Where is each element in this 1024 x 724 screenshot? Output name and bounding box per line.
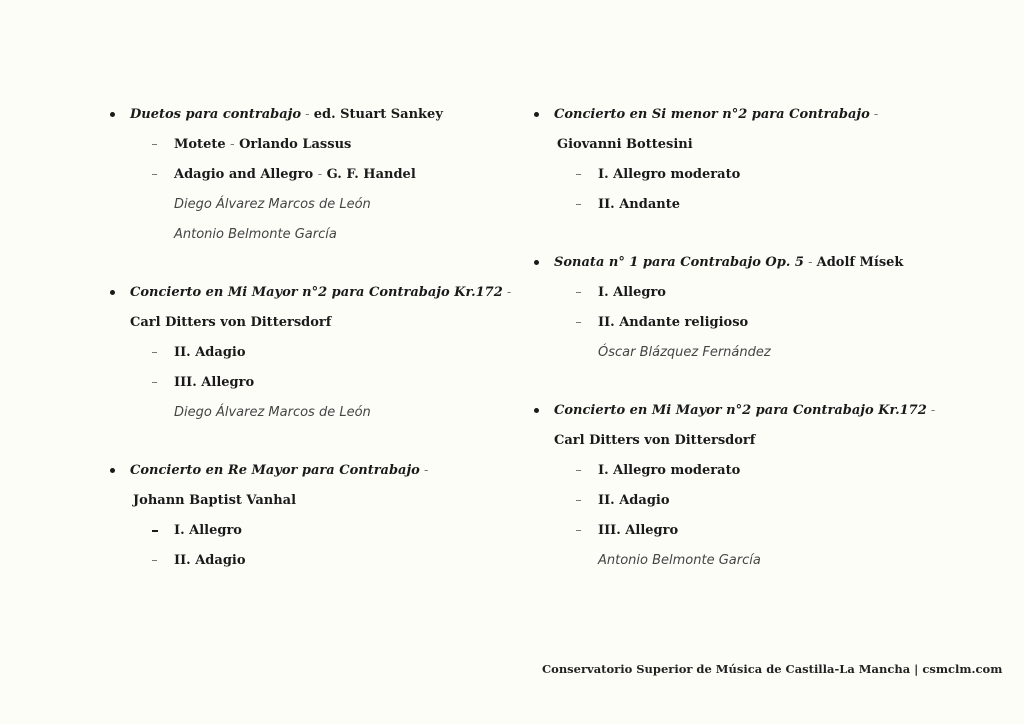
movement: [532, 308, 932, 338]
movement: [532, 160, 932, 190]
program-item: [532, 396, 936, 576]
bullet-icon: [110, 290, 115, 295]
right-column: [532, 100, 936, 604]
dash-icon: [152, 530, 158, 532]
program-item: [108, 278, 512, 428]
performer: Diego Álvarez Marcos de León: [174, 405, 371, 420]
program-item: [532, 100, 932, 220]
bullet-icon: [534, 260, 539, 265]
dash-icon: [152, 174, 157, 175]
movement: [108, 338, 508, 368]
composer: Carl Ditters von Dittersdorf: [554, 433, 756, 448]
movement-title: Adagio and Allegro: [174, 167, 314, 182]
composer: Carl Ditters von Dittersdorf: [130, 315, 332, 330]
movement-title: II. Adagio: [598, 493, 670, 508]
piece-heading: [532, 396, 936, 426]
piece-heading: [108, 100, 508, 130]
movement: [532, 516, 932, 546]
movement-title: III. Allegro: [598, 523, 679, 538]
separator: -: [317, 167, 323, 182]
movement-title: I. Allegro: [598, 285, 666, 300]
movement: [108, 516, 508, 546]
performer: Óscar Blázquez Fernández: [598, 345, 771, 360]
composer: Adolf Mísek: [816, 255, 904, 270]
bullet-icon: [534, 112, 539, 117]
movement-composer: Orlando Lassus: [239, 137, 352, 152]
dash-icon: [576, 530, 581, 531]
composer: Giovanni Bottesini: [557, 137, 693, 152]
dash-icon: [576, 500, 581, 501]
piece-heading: [108, 456, 508, 486]
movement-title: I. Allegro moderato: [598, 463, 741, 478]
separator: -: [808, 255, 813, 270]
program-item: [108, 456, 508, 576]
bullet-icon: [110, 112, 115, 117]
separator: -: [305, 107, 310, 122]
separator: -: [506, 285, 512, 300]
movement-title: II. Andante: [598, 197, 680, 212]
movement-title: Motete: [174, 137, 226, 152]
movement-title: II. Adagio: [174, 345, 246, 360]
performer: Diego Álvarez Marcos de León: [174, 197, 371, 212]
movement: [532, 190, 932, 220]
movement-title: I. Allegro moderato: [598, 167, 741, 182]
performer: Antonio Belmonte García: [174, 227, 337, 242]
dash-icon: [576, 322, 581, 323]
composer: Johann Baptist Vanhal: [133, 493, 297, 508]
piece-title: Concierto en Mi Mayor n°2 para Contrabajo Kr.172: [554, 403, 927, 418]
dash-icon: [152, 352, 157, 353]
separator: -: [230, 137, 235, 152]
composer: ed. Stuart Sankey: [313, 107, 443, 122]
movement-title: II. Andante religioso: [598, 315, 749, 330]
movement-title: III. Allegro: [174, 375, 255, 390]
piece-title: Concierto en Mi Mayor n°2 para Contrabajo Kr.172: [130, 285, 503, 300]
movement: [108, 368, 508, 398]
piece-title: Concierto en Re Mayor para Contrabajo: [130, 463, 420, 478]
dash-icon: [576, 292, 581, 293]
piece-heading: [532, 248, 932, 278]
dash-icon: [576, 470, 581, 471]
piece-heading: [108, 278, 512, 308]
movement: [108, 546, 508, 576]
program-item: [108, 100, 508, 250]
piece-title: Duetos para contrabajo: [130, 107, 302, 122]
program-item: [532, 248, 932, 368]
movement-composer: G. F. Handel: [326, 167, 416, 182]
dash-icon: [576, 204, 581, 205]
movement-title: I. Allegro: [174, 523, 242, 538]
left-column: [108, 100, 512, 604]
dash-icon: [152, 560, 157, 561]
dash-icon: [576, 174, 581, 175]
movement: [108, 160, 508, 190]
bullet-icon: [110, 468, 115, 473]
movement: [108, 130, 508, 160]
piece-title: Concierto en Si menor n°2 para Contrabajo: [554, 107, 870, 122]
piece-heading: [532, 100, 932, 130]
footer-credit: Conservatorio Superior de Música de Castilla-La Mancha | csmclm.com: [542, 662, 1003, 676]
bullet-icon: [534, 408, 539, 413]
separator: -: [873, 107, 879, 122]
dash-icon: [152, 382, 157, 383]
piece-title: Sonata n° 1 para Contrabajo Op. 5: [554, 255, 804, 270]
performer: Antonio Belmonte García: [598, 553, 761, 568]
dash-icon: [152, 144, 157, 145]
separator: -: [424, 463, 429, 478]
movement: [532, 486, 932, 516]
movement: [532, 278, 932, 308]
movement: [532, 456, 932, 486]
separator: -: [930, 403, 936, 418]
movement-title: II. Adagio: [174, 553, 246, 568]
